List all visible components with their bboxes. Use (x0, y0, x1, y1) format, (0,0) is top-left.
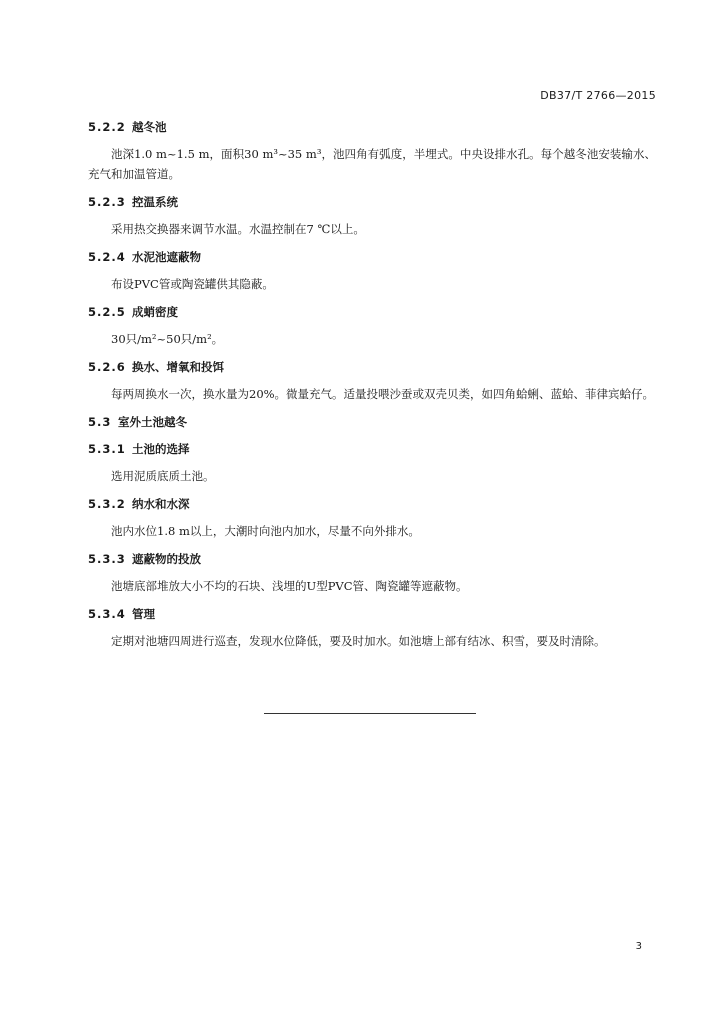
section-heading-5-3-1 (88, 440, 656, 458)
section-title: 成蛸密度 (132, 305, 178, 319)
section-text-5-3-1: 选用泥质底质土池。 (111, 469, 215, 483)
section-text-5-2-6: 每两周换水一次，换水量为20%。微量充气。适量投喂沙蚕或双壳贝类，如四角蛤蜊、蓝蛤、菲律宾蛤仔。 (111, 387, 655, 401)
section-number: 5.3.2 (88, 497, 126, 511)
section-number: 5.3 (88, 415, 112, 429)
section-heading-5-2-4 (88, 248, 656, 266)
section-title: 控温系统 (132, 195, 178, 209)
section-number: 5.2.3 (88, 195, 126, 209)
section-heading-5-2-2 (88, 118, 656, 136)
section-text-5-3-4: 定期对池塘四周进行巡查，发现水位降低，要及时加水。如池塘上部有结冰、积雪，要及时清除。 (111, 634, 606, 648)
section-title: 纳水和水深 (132, 497, 190, 511)
section-heading-5-2-6 (88, 358, 656, 376)
section-heading-5-3 (88, 413, 656, 431)
section-title: 水泥池遮蔽物 (132, 250, 201, 264)
section-title: 土池的选择 (132, 442, 190, 456)
section-title: 遮蔽物的投放 (132, 552, 201, 566)
section-number: 5.3.3 (88, 552, 126, 566)
section-text-5-3-2: 池内水位1.8 m以上，大潮时向池内加水，尽量不向外排水。 (111, 524, 420, 538)
document-code: DB37/T 2766—2015 (540, 89, 656, 102)
page-number: 3 (635, 941, 642, 952)
section-text-5-2-2: 池深1.0 m~1.5 m，面积30 m³~35 m³，池四角有弧度，半埋式。中央设排水孔。每个越冬池安装输水、充气和加温管道。 (88, 147, 656, 181)
section-title: 换水、增氧和投饵 (132, 360, 224, 374)
section-text-5-2-5: 30只/m²~50只/m²。 (111, 332, 224, 346)
section-number: 5.2.5 (88, 305, 126, 319)
section-heading-5-3-3 (88, 550, 656, 568)
section-number: 5.3.4 (88, 607, 126, 621)
section-heading-5-2-5 (88, 303, 656, 321)
section-number: 5.2.4 (88, 250, 126, 264)
section-text-5-2-3: 采用热交换器来调节水温。水温控制在7 ℃以上。 (111, 222, 365, 236)
section-heading-5-3-4 (88, 605, 656, 623)
section-title: 室外土池越冬 (118, 415, 187, 429)
section-number: 5.2.2 (88, 120, 126, 134)
end-of-text-rule (264, 713, 476, 714)
section-number: 5.2.6 (88, 360, 126, 374)
section-heading-5-2-3 (88, 193, 656, 211)
section-number: 5.3.1 (88, 442, 126, 456)
section-title: 越冬池 (132, 120, 167, 134)
section-title: 管理 (132, 607, 155, 621)
document-body (88, 118, 656, 651)
section-text-5-3-3: 池塘底部堆放大小不均的石块、浅埋的U型PVC管、陶瓷罐等遮蔽物。 (111, 579, 468, 593)
section-heading-5-3-2 (88, 495, 656, 513)
section-text-5-2-4: 布设PVC管或陶瓷罐供其隐蔽。 (111, 277, 274, 291)
